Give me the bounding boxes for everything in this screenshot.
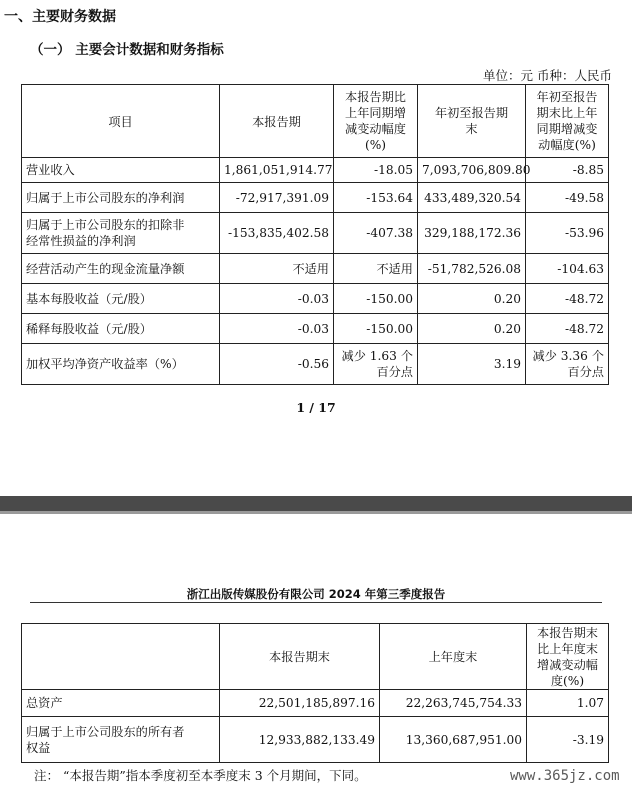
cell-ytd-change: -53.96 [526, 213, 609, 254]
cell-ytd-change: 减少 3.36 个 百分点 [526, 344, 609, 385]
cell-ytd: 433,489,320.54 [418, 183, 526, 213]
table-row [22, 254, 609, 284]
table-row [22, 717, 609, 763]
cell-change: 1.07 [527, 690, 609, 717]
row-item-label: 营业收入 [22, 158, 220, 183]
header-last-year-end: 上年度末 [380, 624, 527, 690]
table-header-row [22, 624, 609, 690]
table-row [22, 284, 609, 314]
row-item-label: 归属于上市公司股东的所有者 权益 [22, 717, 220, 763]
row-item-label: 经营活动产生的现金流量净额 [22, 254, 220, 284]
cell-ytd-change: -104.63 [526, 254, 609, 284]
section-title: 一、主要财务数据 [4, 9, 116, 25]
cell-yoy-change: 不适用 [334, 254, 418, 284]
cell-ytd: 7,093,706,809.80 [418, 158, 526, 183]
cell-yoy-change: -150.00 [334, 314, 418, 344]
header-ytd-change: 年初至报告 期末比上年 同期增减变 动幅度(%) [526, 85, 609, 158]
header-current-period: 本报告期 [220, 85, 334, 158]
cell-change: -3.19 [527, 717, 609, 763]
footnote: 注： “本报告期”指本季度初至本季度末 3 个月期间，下同。 [34, 768, 367, 783]
cell-last-year-end: 13,360,687,951.00 [380, 717, 527, 763]
row-item-label: 加权平均净资产收益率（%） [22, 344, 220, 385]
page-number: 1 / 17 [296, 400, 336, 415]
cell-current-period: 1,861,051,914.77 [220, 158, 334, 183]
row-item-label: 基本每股收益（元/股） [22, 284, 220, 314]
table-row [22, 314, 609, 344]
row-item-label: 稀释每股收益（元/股） [22, 314, 220, 344]
row-item-label: 总资产 [22, 690, 220, 717]
row-item-label: 归属于上市公司股东的扣除非 经常性损益的净利润 [22, 213, 220, 254]
cell-current-period: 不适用 [220, 254, 334, 284]
cell-ytd: 329,188,172.36 [418, 213, 526, 254]
header-item: 项目 [22, 85, 220, 158]
unit-line: 单位：元 币种：人民币 [483, 68, 612, 83]
page-separator-shadow [0, 511, 632, 514]
subsection-title: （一） 主要会计数据和财务指标 [30, 42, 224, 58]
cell-ytd: 3.19 [418, 344, 526, 385]
cell-current-period: -72,917,391.09 [220, 183, 334, 213]
header-yoy-change: 本报告期比 上年同期增 减变动幅度 (%) [334, 85, 418, 158]
cell-current-period: -153,835,402.58 [220, 213, 334, 254]
cell-current-period: -0.56 [220, 344, 334, 385]
header-item [22, 624, 220, 690]
cell-ytd-change: -8.85 [526, 158, 609, 183]
header-change: 本报告期末 比上年度末 增减变动幅 度(%) [527, 624, 609, 690]
cell-ytd: 0.20 [418, 284, 526, 314]
header-period-end: 本报告期末 [220, 624, 380, 690]
table-row [22, 690, 609, 717]
cell-current-period: -0.03 [220, 284, 334, 314]
row-item-label: 归属于上市公司股东的净利润 [22, 183, 220, 213]
table-row [22, 344, 609, 385]
cell-yoy-change: -153.64 [334, 183, 418, 213]
cell-ytd-change: -48.72 [526, 284, 609, 314]
page-separator [0, 496, 632, 511]
cell-yoy-change: -150.00 [334, 284, 418, 314]
cell-period-end: 12,933,882,133.49 [220, 717, 380, 763]
table-row [22, 183, 609, 213]
table-row [22, 213, 609, 254]
cell-yoy-change: 减少 1.63 个 百分点 [334, 344, 418, 385]
table-header-row [22, 85, 609, 158]
watermark: www.365jz.com [510, 768, 620, 784]
cell-ytd: 0.20 [418, 314, 526, 344]
cell-yoy-change: -18.05 [334, 158, 418, 183]
financial-indicators-table [21, 84, 609, 385]
balance-table [21, 623, 609, 763]
cell-yoy-change: -407.38 [334, 213, 418, 254]
cell-current-period: -0.03 [220, 314, 334, 344]
cell-last-year-end: 22,263,745,754.33 [380, 690, 527, 717]
cell-ytd-change: -48.72 [526, 314, 609, 344]
cell-ytd: -51,782,526.08 [418, 254, 526, 284]
table-row [22, 158, 609, 183]
running-header: 浙江出版传媒股份有限公司 2024 年第三季度报告 [186, 587, 446, 601]
running-header-rule [30, 602, 602, 603]
cell-ytd-change: -49.58 [526, 183, 609, 213]
cell-period-end: 22,501,185,897.16 [220, 690, 380, 717]
header-ytd: 年初至报告期 末 [418, 85, 526, 158]
